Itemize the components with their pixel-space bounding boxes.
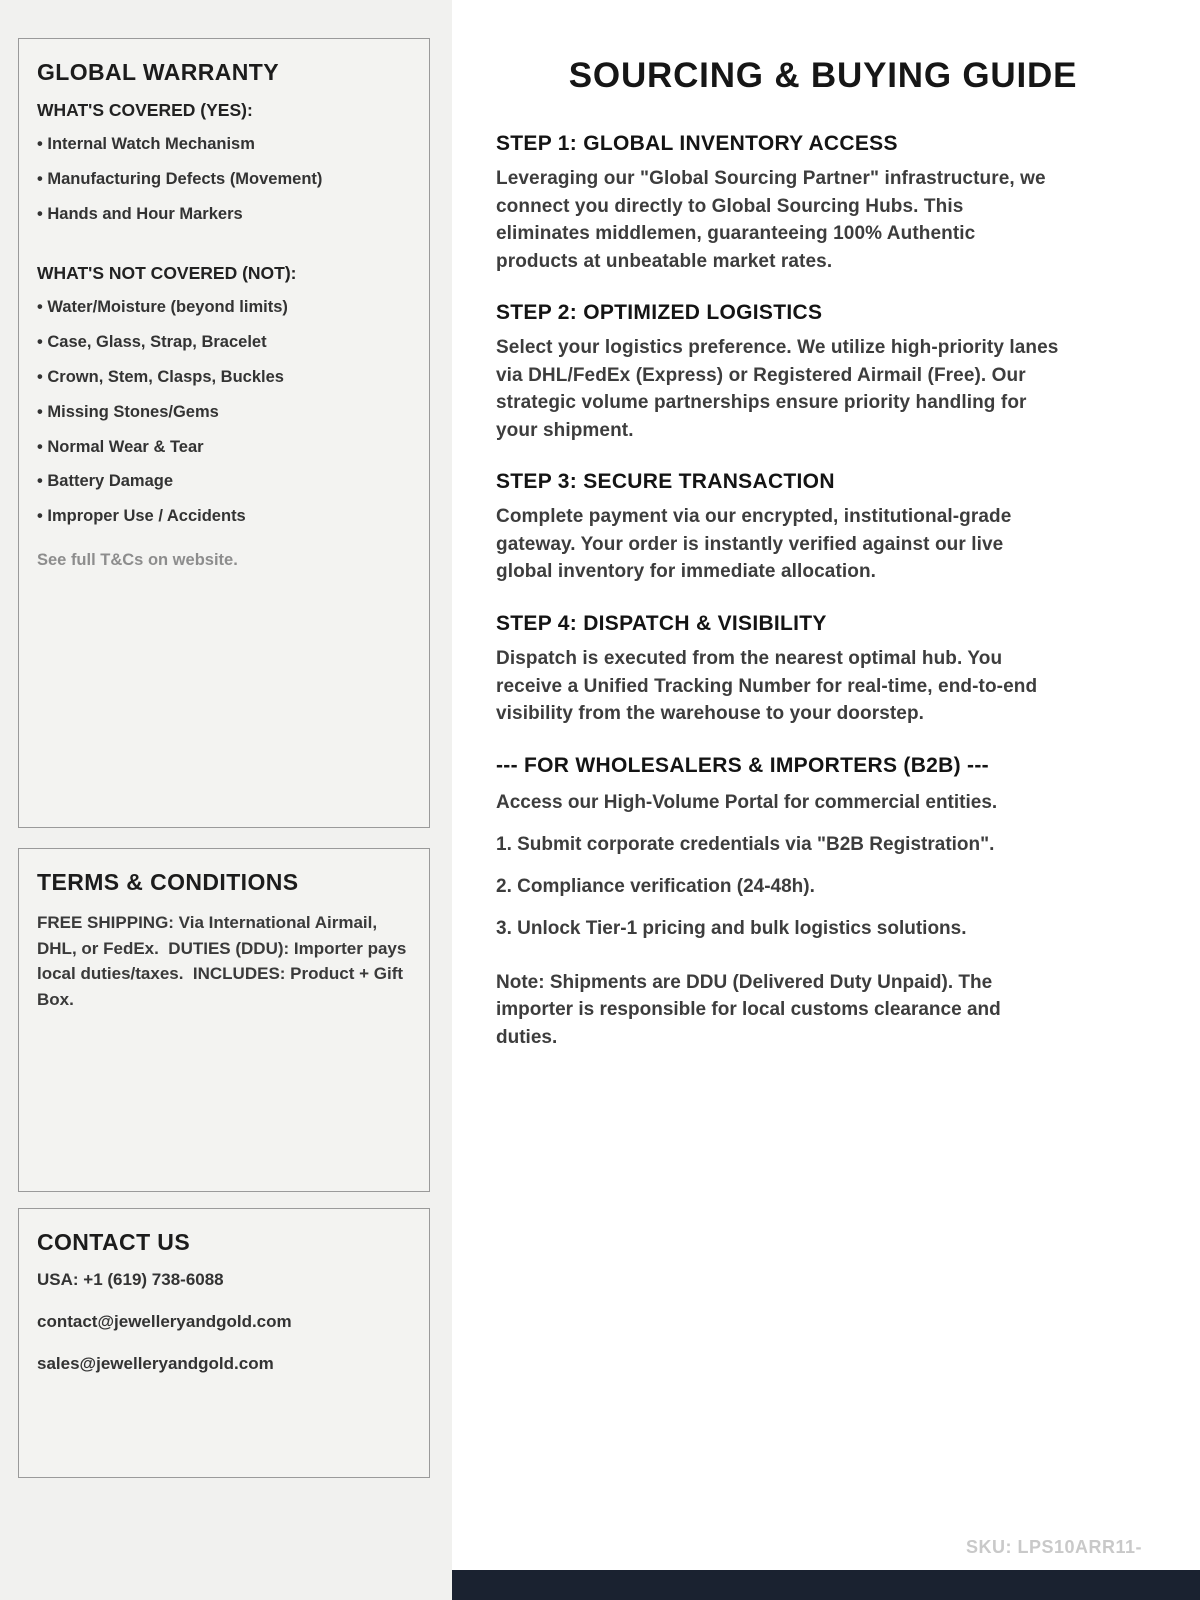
b2b-step-item: 2. Compliance verification (24-48h).: [496, 875, 815, 897]
warranty-title: GLOBAL WARRANTY: [37, 59, 279, 85]
step-2-body: Select your logistics preference. We utilize high-priority lanes via DHL/FedEx (Express) or Registered Airmail (Free). Our strategic volume partnerships ensure priority handling for your shipment.: [496, 337, 1059, 441]
warranty-covered-title: WHAT'S COVERED (YES):: [37, 100, 253, 120]
warranty-not-covered-item: • Crown, Stem, Clasps, Buckles: [37, 368, 411, 388]
terms-panel: [18, 848, 430, 1192]
contact-email-primary: contact@jewelleryandgold.com: [37, 1312, 292, 1331]
warranty-covered-item: • Hands and Hour Markers: [37, 205, 411, 225]
step-4-heading: STEP 4: DISPATCH & VISIBILITY: [496, 612, 827, 636]
step-1-section: [496, 132, 1090, 275]
warranty-covered-item: • Internal Watch Mechanism: [37, 135, 411, 155]
terms-title: TERMS & CONDITIONS: [37, 869, 299, 895]
warranty-not-covered-item: • Improper Use / Accidents: [37, 507, 411, 527]
warranty-covered-list: [37, 135, 411, 224]
warranty-not-covered-list: [37, 298, 411, 527]
spacer: [37, 239, 411, 263]
step-4-body: Dispatch is executed from the nearest optimal hub. You receive a Unified Tracking Number for real-time, end-to-end visibility from the warehouse to your doorstep.: [496, 648, 1038, 725]
contact-email-sales: sales@jewelleryandgold.com: [37, 1354, 274, 1373]
step-3-body: Complete payment via our encrypted, institutional-grade gateway. Your order is instantly verified against our live global inventory for immediate allocation.: [496, 506, 1012, 583]
warranty-not-covered-item: • Case, Glass, Strap, Bracelet: [37, 333, 411, 353]
step-1-heading: STEP 1: GLOBAL INVENTORY ACCESS: [496, 132, 898, 155]
global-warranty-panel: [18, 38, 430, 828]
sourcing-guide: [452, 0, 1200, 1600]
bottom-bar: [452, 1570, 1200, 1600]
warranty-footnote: See full T&Cs on website.: [37, 550, 238, 569]
b2b-ddu-note: Note: Shipments are DDU (Delivered Duty Unpaid). The importer is responsible for local customs clearance and duties.: [496, 971, 1001, 1048]
sku-label: SKU: LPS10ARR11-: [965, 1537, 1142, 1557]
b2b-step-item: 1. Submit corporate credentials via "B2B Registration".: [496, 833, 995, 855]
contact-phone: USA: +1 (619) 738-6088: [37, 1270, 224, 1289]
warranty-not-covered-item: • Battery Damage: [37, 472, 411, 492]
contact-panel: [18, 1208, 430, 1478]
warranty-not-covered-item: • Water/Moisture (beyond limits): [37, 298, 411, 318]
terms-body: FREE SHIPPING: Via International Airmail, DHL, or FedEx. DUTIES (DDU): Importer pays local duties/taxes. INCLUDES: Product + Gift Box.: [37, 913, 412, 1009]
warranty-not-covered-item: • Missing Stones/Gems: [37, 403, 411, 423]
step-3-section: [496, 470, 1090, 586]
contact-title: CONTACT US: [37, 1229, 191, 1255]
step-4-section: [496, 612, 1090, 728]
warranty-not-covered-item: • Normal Wear & Tear: [37, 438, 411, 458]
step-2-section: [496, 301, 1090, 444]
b2b-section: [496, 754, 1090, 1052]
b2b-step-item: 3. Unlock Tier-1 pricing and bulk logistics solutions.: [496, 917, 967, 939]
sidebar: [0, 0, 452, 1600]
warranty-not-covered-title: WHAT'S NOT COVERED (NOT):: [37, 263, 297, 284]
step-2-heading: STEP 2: OPTIMIZED LOGISTICS: [496, 301, 823, 325]
page-title: SOURCING & BUYING GUIDE: [568, 56, 1078, 95]
step-1-body: Leveraging our "Global Sourcing Partner" infrastructure, we connect you directly to Global Sourcing Hubs. This eliminates middlemen, guaranteeing 100% Authentic products at unbeatable market rates.: [496, 168, 1046, 272]
warranty-covered-item: • Manufacturing Defects (Movement): [37, 170, 411, 190]
step-3-heading: STEP 3: SECURE TRANSACTION: [496, 470, 835, 494]
b2b-intro: Access our High-Volume Portal for commercial entities.: [496, 791, 998, 813]
b2b-heading: --- FOR WHOLESALERS & IMPORTERS (B2B) ---: [496, 753, 989, 777]
